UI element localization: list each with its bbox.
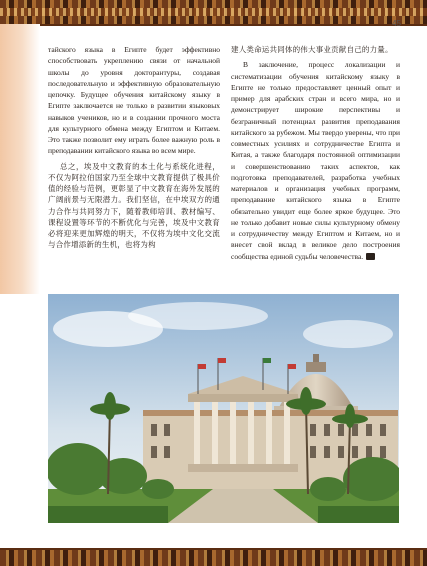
end-of-article-icon: ◆ (366, 253, 375, 260)
russian-conclusion-paragraph: В заключение, процесс локализации и систематизации обучения китайскому языку в Египте не только предоставляет ценный опыт и пример для арабских стран и всего мира, но и демонстрирует широкие перспективы и безграничный потенциал развития преподавания китайского за рубежом. Мы твердо уверены, что при совместных усилиях и сотрудничестве Египта и Китая, а также благодаря постоянной оптимизации и совершенствованию таких аспектов, как подготовка преподавателей, разработка учебных материалов и организация учебных программ, преподавание китайского языка в Египте обязательно увидит еще более яркое будущее. Это не только добавит новые силы культурному обмену и сотрудничеству между Египтом и Китаем, но и внесет свой вклад в великое дело построения сообщества единой судьбы человечества. ◆ (231, 60, 400, 261)
decorative-top-border (0, 0, 427, 26)
left-column (48, 44, 220, 251)
university-photo (48, 294, 399, 523)
right-column (231, 44, 400, 262)
chinese-paragraph-continued: 建人类命运共同体的伟大事业贡献自己的力量。 (231, 45, 393, 54)
russian-paragraph: тайского языка в Египте будет эффективно способствовать укреплению связи от начальной школы до уровня докторантуры, создавая последовательную и эффективную образовательную цепочку. Будущее обучения китайскому языку в Египте заключается не только в развитии языковых навыков учеников, но и в создании прочного моста для культурного обмена между Египтом и Китаем. Это также позволит ему играть более важную роль в преподавании китайского языка во всем мире. (48, 45, 220, 156)
decorative-bottom-border (0, 548, 427, 566)
chinese-paragraph: 总之，埃及中文教育的本土化与系统化进程，不仅为阿拉伯国家乃至全球中文教育提供了极具价值的经验与范例，更彰显了中文教育在海外发展的广阔前景与无限潜力。我们坚信，在中埃双方的通力合作与共同努力下，随着教师培训、教材编写、课程设置等环节的不断优化与完善，埃及中文教育必将迎来更加辉煌的明天，不仅将为埃中文化交流与合作增添新的生机，也将为构 (48, 161, 220, 250)
page-number: 45 (392, 19, 401, 28)
university-illustration (48, 294, 399, 523)
decorative-side-band (0, 24, 40, 294)
